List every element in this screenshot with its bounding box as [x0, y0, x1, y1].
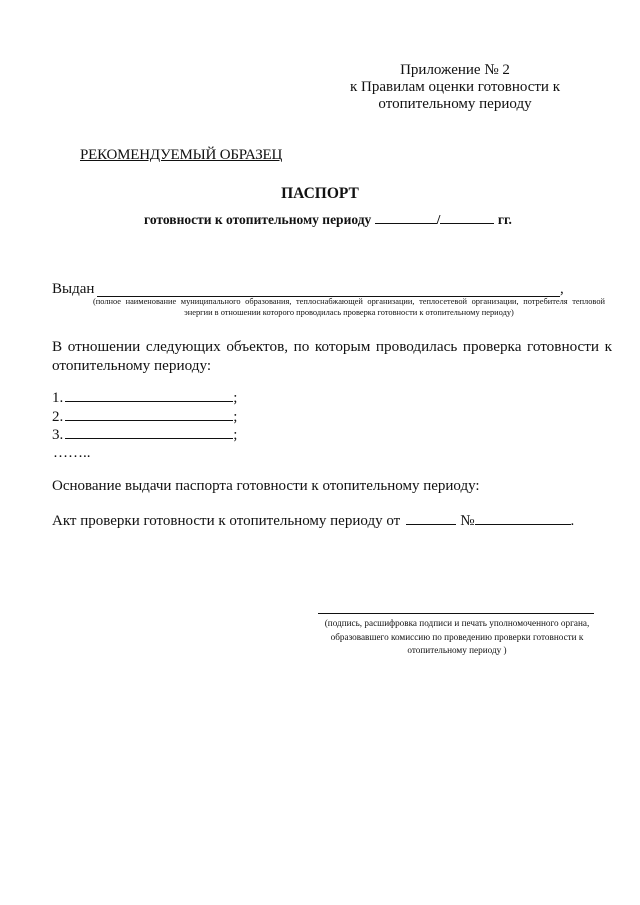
subtitle-slash: /	[436, 212, 441, 227]
list-ellipsis: ……..	[53, 444, 91, 461]
appendix-line-1: Приложение № 2	[400, 62, 510, 78]
subtitle-suffix: гг.	[497, 212, 512, 227]
list-item-end: ;	[233, 427, 238, 443]
year-end-blank[interactable]	[440, 211, 494, 224]
objects-list	[52, 388, 237, 462]
year-start-blank[interactable]	[375, 211, 437, 224]
list-item-end: ;	[233, 408, 238, 425]
appendix-line-3: отопительному периоду	[378, 96, 532, 112]
object-blank-2[interactable]	[65, 407, 233, 421]
list-ellipsis-row	[52, 444, 237, 463]
document-subtitle	[0, 211, 640, 228]
list-item-number: 3.	[52, 427, 64, 443]
list-item-end: ;	[233, 390, 238, 406]
act-text: Акт проверки готовности к отопительному периоду от	[52, 513, 401, 529]
act-date-blank[interactable]	[406, 511, 456, 525]
signature-hint: (подпись, расшифровка подписи и печать уполномоченного органа, образовавшего комиссию по проведению проверки готовности к отопительному периоду )	[324, 618, 590, 655]
object-blank-1[interactable]	[65, 388, 233, 402]
act-number-blank[interactable]	[475, 511, 571, 525]
basis-text: Основание выдачи паспорта готовности к отопительному периоду:	[52, 478, 480, 494]
act-number-sign: №	[460, 513, 475, 529]
sample-label: РЕКОМЕНДУЕМЫЙ ОБРАЗЕЦ	[80, 147, 283, 163]
act-line	[52, 511, 574, 530]
issued-label: Выдан	[52, 281, 95, 297]
object-blank-3[interactable]	[65, 425, 233, 439]
issued-comma: ,	[560, 281, 564, 297]
list-item	[52, 388, 237, 407]
objects-paragraph: В отношении следующих объектов, по которым проводилась проверка готовности к отопительному периоду:	[52, 338, 612, 374]
appendix-line-2: к Правилам оценки готовности к	[350, 79, 560, 95]
list-item	[52, 425, 237, 444]
signature-blank[interactable]	[318, 613, 594, 614]
subtitle-text: готовности к отопительному периоду	[144, 212, 372, 227]
list-item	[52, 407, 237, 426]
list-item-number: 1.	[52, 390, 64, 406]
document-title: ПАСПОРТ	[281, 185, 359, 202]
appendix-header	[330, 62, 580, 113]
act-end: .	[570, 513, 575, 529]
list-item-number: 2.	[52, 408, 64, 425]
issued-hint: (полное наименование муниципального образования, теплоснабжающей организации, теплосетевой организации, потребителя тепловой энергии в отношении которого проводилась проверка готовности к отопительному периоду)	[93, 297, 605, 317]
